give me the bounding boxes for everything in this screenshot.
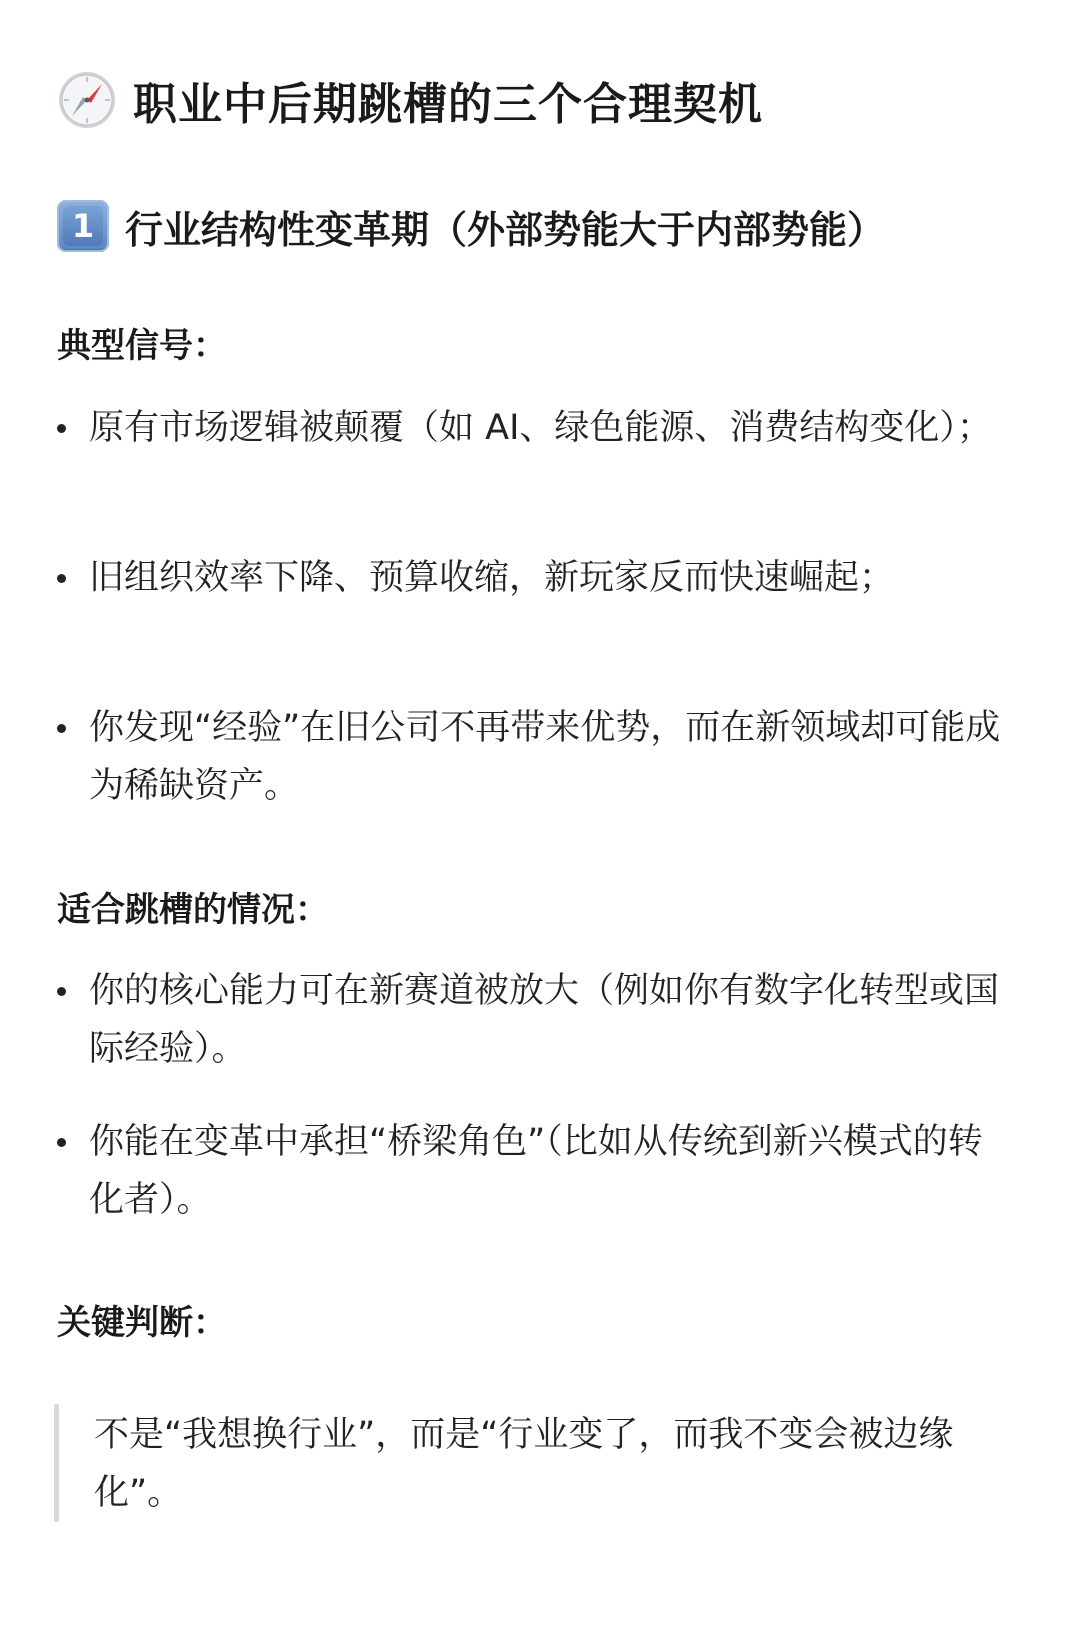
bullet-dot (57, 724, 66, 733)
bullet-dot (57, 987, 66, 996)
list-item (57, 399, 1017, 457)
list-item-text: 你发现“经验”在旧公司不再带来优势，而在新领域却可能成为稀缺资产。 (89, 708, 1001, 806)
quote-bar (54, 1404, 59, 1522)
suitable-label: 适合跳槽的情况： (57, 890, 329, 930)
signals-label: 典型信号： (57, 326, 227, 366)
section-heading (57, 198, 885, 254)
list-item-text: 旧组织效率下降、预算收缩，新玩家反而快速崛起； (89, 558, 895, 598)
page-title: 职业中后期跳槽的三个合理契机 (133, 79, 763, 130)
list-item-text: 原有市场逻辑被颠覆（如 AI、绿色能源、消费结构变化）； (89, 408, 992, 448)
list-item-text: 你能在变革中承担“桥梁角色”（比如从传统到新兴模式的转化者）。 (89, 1122, 983, 1220)
bullet-dot (57, 574, 66, 583)
keycap-1-icon (57, 200, 109, 252)
bullet-dot (57, 424, 66, 433)
judgement-label: 关键判断： (57, 1303, 227, 1343)
page-header (57, 68, 763, 132)
compass-icon (57, 70, 117, 130)
list-item-text: 你的核心能力可在新赛道被放大（例如你有数字化转型或国际经验）。 (89, 971, 1000, 1069)
section-title: 行业结构性变革期（外部势能大于内部势能） (125, 207, 886, 252)
keycap-number: 1 (71, 207, 95, 245)
blockquote (54, 1404, 1014, 1522)
list-item (57, 549, 1017, 607)
list-item (57, 699, 1017, 815)
quote-text: 不是“我想换行业”，而是“行业变了，而我不变会被边缘化”。 (94, 1415, 954, 1513)
list-item (57, 962, 1017, 1078)
bullet-dot (57, 1138, 66, 1147)
list-item (57, 1113, 1017, 1229)
